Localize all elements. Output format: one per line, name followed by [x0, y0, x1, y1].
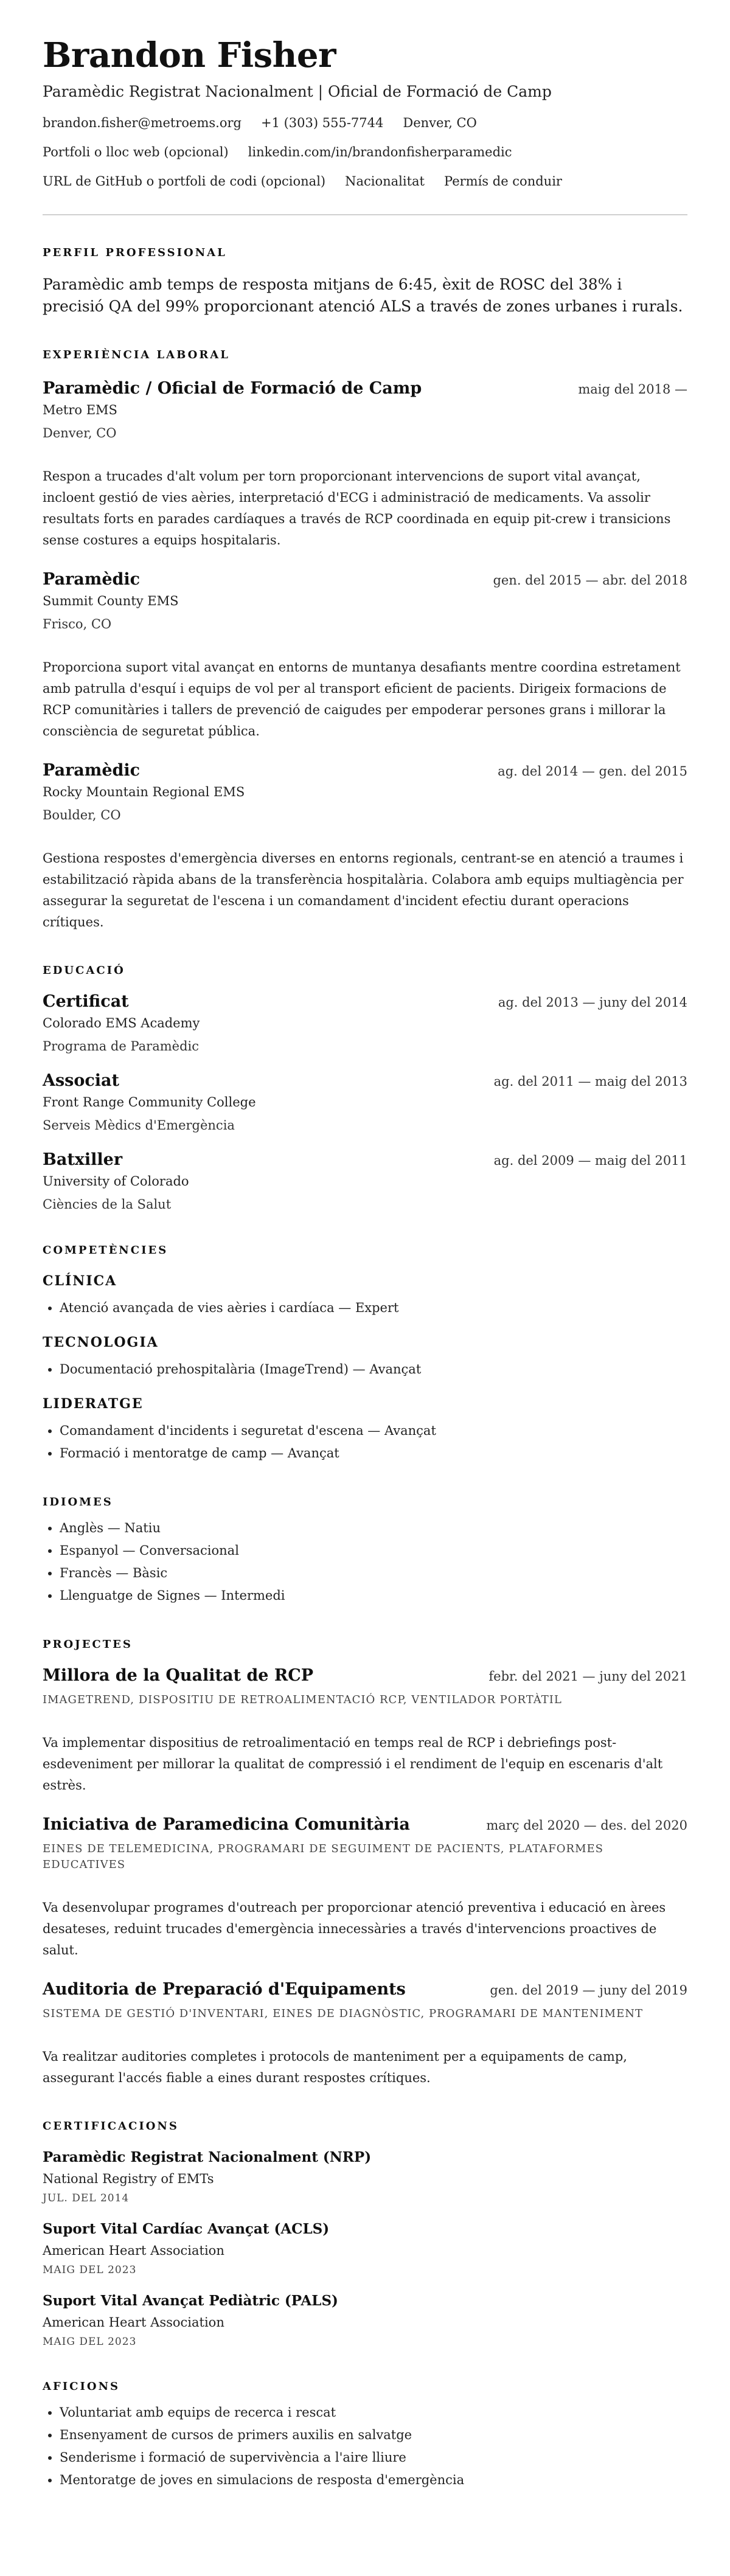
language-item: • Francès — Bàsic: [60, 1562, 687, 1585]
candidate-name: Brandon Fisher: [43, 35, 336, 75]
location: Denver, CO: [403, 116, 477, 130]
skill-category: TECNOLOGIA: [43, 1335, 159, 1350]
section-title-languages: IDIOMES: [43, 1496, 113, 1508]
skill-item: • Documentació prehospitalària (ImageTrend) — Avançat: [60, 1358, 687, 1381]
skill-list: [43, 1358, 687, 1381]
certification-date: MAIG DEL 2023: [43, 2336, 137, 2348]
project-item: [43, 1979, 687, 2089]
github-link[interactable]: URL de GitHub o portfoli de codi (opcional): [43, 174, 326, 189]
header-divider: [43, 214, 687, 215]
education-date: ag. del 2009 — maig del 2011: [493, 1153, 687, 1168]
job-title: Paramèdic / Oficial de Formació de Camp: [43, 379, 422, 398]
degree: Certificat: [43, 992, 129, 1011]
certification-item: [43, 2148, 687, 2206]
field-of-study: Programa de Paramèdic: [43, 1039, 199, 1054]
job-date: ag. del 2014 — gen. del 2015: [498, 764, 687, 779]
job-company: Metro EMS: [43, 403, 117, 417]
job-description: Proporciona suport vital avançat en entorns de muntanya desafiants mentre coordina estretament amb patrulla d'esquí i equips de vol per al transport eficient de pacients. Dirigeix formacions de RCP comunitàries i tallers de prevenció de caigudes per empoderar persones grans i millorar la consciència de seguretat pública.: [43, 660, 681, 738]
section-title-education: EDUCACIÓ: [43, 964, 125, 977]
school: Colorado EMS Academy: [43, 1016, 200, 1030]
interest-item: • Senderisme i formació de supervivència a l'aire lliure: [60, 2446, 687, 2469]
interest-list: [43, 2401, 687, 2491]
education-date: ag. del 2013 — juny del 2014: [498, 995, 687, 1010]
education-item: [43, 1150, 687, 1213]
section-title-interests: AFICIONS: [43, 2380, 120, 2393]
certification-name: Paramèdic Registrat Nacionalment (NRP): [43, 2149, 372, 2165]
project-item: [43, 1665, 687, 1796]
job-description: Respon a trucades d'alt volum per torn proporcionant intervencions de suport vital avançat, incloent gestió de vies aèries, interpretació d'ECG i administració de medicaments. Va assolir resultats forts en parades cardíaques a través de RCP coordinada en equip pit-crew i transicions sense costures a equips hospitalaris.: [43, 469, 671, 547]
project-date: març del 2020 — des. del 2020: [486, 1818, 687, 1833]
skill-category: CLÍNICA: [43, 1273, 117, 1289]
degree: Associat: [43, 1071, 120, 1090]
portfolio-link[interactable]: Portfoli o lloc web (opcional): [43, 145, 229, 159]
language-item: • Espanyol — Conversacional: [60, 1540, 687, 1562]
job-company: Summit County EMS: [43, 594, 179, 608]
project-tech: EINES DE TELEMEDICINA, PROGRAMARI DE SEGUIMENT DE PACIENTS, PLATAFORMES EDUCATIVES: [43, 1842, 604, 1871]
job-title: Paramèdic: [43, 761, 141, 780]
section-title-summary: PERFIL PROFESSIONAL: [43, 246, 227, 259]
certification-date: MAIG DEL 2023: [43, 2264, 137, 2276]
section-title-experience: EXPERIÈNCIA LABORAL: [43, 349, 230, 361]
project-name: Auditoria de Preparació d'Equipaments: [43, 1980, 406, 1999]
certification-issuer: American Heart Association: [43, 2243, 224, 2258]
certification-issuer: American Heart Association: [43, 2315, 224, 2330]
certification-item: [43, 2292, 687, 2349]
school: Front Range Community College: [43, 1095, 256, 1109]
language-item: • Anglès — Natiu: [60, 1517, 687, 1540]
field-of-study: Ciències de la Salut: [43, 1197, 172, 1212]
email-link[interactable]: brandon.fisher@metroems.org: [43, 116, 242, 130]
job-date: gen. del 2015 — abr. del 2018: [493, 573, 687, 588]
section-title-projects: PROJECTES: [43, 1638, 133, 1651]
nationality: Nacionalitat: [345, 174, 425, 189]
interest-item: • Ensenyament de cursos de primers auxilis en salvatge: [60, 2424, 687, 2446]
skill-item: • Formació i mentoratge de camp — Avançat: [60, 1442, 687, 1465]
skill-category: LIDERATGE: [43, 1396, 144, 1412]
project-name: Millora de la Qualitat de RCP: [43, 1666, 314, 1685]
job-location: Frisco, CO: [43, 617, 112, 631]
project-tech: SISTEMA DE GESTIÓ D'INVENTARI, EINES DE DIAGNÒSTIC, PROGRAMARI DE MANTENIMENT: [43, 2007, 643, 2020]
language-item: • Llenguatge de Signes — Intermedi: [60, 1585, 687, 1607]
phone-number[interactable]: +1 (303) 555-7744: [260, 116, 384, 130]
project-description: Va desenvolupar programes d'outreach per proporcionar atenció preventiva i educació en àrees desateses, reduint trucades d'emergència innecessàries a través d'intervencions proactives de salut.: [43, 1900, 666, 1957]
certification-name: Suport Vital Cardíac Avançat (ACLS): [43, 2221, 330, 2237]
job-company: Rocky Mountain Regional EMS: [43, 785, 245, 799]
certification-issuer: National Registry of EMTs: [43, 2172, 214, 2186]
contact-row-primary: [43, 114, 687, 131]
summary-text: Paramèdic amb temps de resposta mitjans de 6:45, èxit de ROSC del 38% i precisió QA del 99% proporcionant atenció ALS a través de zones urbanes i rurals.: [43, 276, 683, 315]
certification-name: Suport Vital Avançat Pediàtric (PALS): [43, 2293, 338, 2309]
project-date: febr. del 2021 — juny del 2021: [488, 1669, 687, 1684]
project-date: gen. del 2019 — juny del 2019: [490, 1983, 687, 1998]
project-item: [43, 1814, 687, 1961]
language-list: [43, 1517, 687, 1607]
education-date: ag. del 2011 — maig del 2013: [493, 1074, 687, 1089]
skill-list: [43, 1297, 687, 1319]
job-date: maig del 2018 —: [578, 382, 687, 397]
certification-date: JUL. DEL 2014: [43, 2192, 130, 2204]
section-title-certifications: CERTIFICACIONS: [43, 2120, 179, 2133]
education-item: [43, 1071, 687, 1134]
education-item: [43, 991, 687, 1055]
job-location: Denver, CO: [43, 426, 117, 440]
school: University of Colorado: [43, 1174, 189, 1189]
interest-item: • Mentoratge de joves en simulacions de resposta d'emergència: [60, 2469, 687, 2491]
job-description: Gestiona respostes d'emergència diverses en entorns regionals, centrant-se en atenció a traumes i estabilització ràpida abans de la transferència hospitalària. Colabora amb equips multiagència per assegurar la seguretat de l'escena i un comandament d'incident efectiu durant operacions crítiques.: [43, 851, 684, 929]
project-description: Va implementar dispositius de retroalimentació en temps real de RCP i debriefings post-esdeveniment per millorar la qualitat de compressió i el rendiment de l'equip en escenaris d'alt estrès.: [43, 1735, 663, 1793]
skill-item: • Atenció avançada de vies aèries i cardíaca — Expert: [60, 1297, 687, 1319]
skill-item: • Comandament d'incidents i seguretat d'escena — Avançat: [60, 1420, 687, 1442]
certification-item: [43, 2220, 687, 2277]
experience-item: [43, 378, 687, 551]
skill-list: [43, 1420, 687, 1465]
field-of-study: Serveis Mèdics d'Emergència: [43, 1118, 235, 1133]
linkedin-link[interactable]: linkedin.com/in/brandonfisherparamedic: [248, 145, 512, 159]
headline: Paramèdic Registrat Nacionalment | Oficial de Formació de Camp: [43, 83, 552, 100]
contact-row-extra: [43, 173, 687, 190]
interest-item: • Voluntariat amb equips de recerca i rescat: [60, 2401, 687, 2424]
contact-row-links: [43, 144, 687, 161]
section-title-skills: COMPETÈNCIES: [43, 1244, 169, 1257]
experience-item: [43, 760, 687, 933]
job-location: Boulder, CO: [43, 808, 121, 822]
degree: Batxiller: [43, 1150, 123, 1169]
experience-item: [43, 569, 687, 742]
project-tech: IMAGETREND, DISPOSITIU DE RETROALIMENTACIÓ RCP, VENTILADOR PORTÀTIL: [43, 1693, 562, 1706]
driving-license: Permís de conduir: [444, 174, 562, 189]
project-description: Va realitzar auditories completes i protocols de manteniment per a equipaments de camp, assegurant l'accés fiable a eines durant respostes crítiques.: [43, 2049, 627, 2085]
job-title: Paramèdic: [43, 570, 141, 589]
project-name: Iniciativa de Paramedicina Comunitària: [43, 1815, 410, 1834]
